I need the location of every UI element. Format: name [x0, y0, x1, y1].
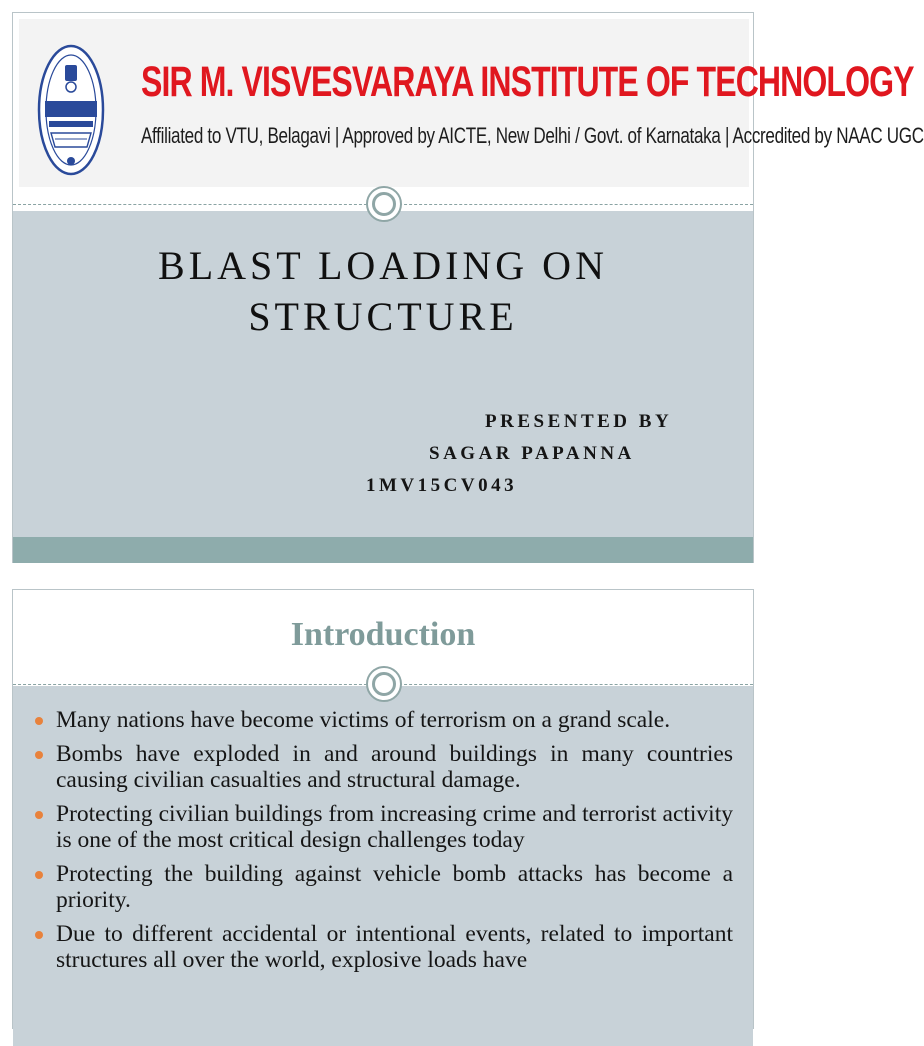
- ring-divider-icon: [366, 666, 402, 702]
- list-item: Protecting the building against vehicle bomb attacks has become a priority.: [33, 861, 733, 913]
- slide-heading: Introduction: [290, 616, 476, 653]
- institute-name: SIR M. VISVESVARAYA INSTITUTE OF TECHNOLOGY: [141, 58, 914, 106]
- ring-divider-icon: [366, 186, 402, 222]
- list-item: Bombs have exploded in and around buildings in many countries causing civilian casualties and structural damage.: [33, 741, 733, 793]
- institute-banner: [19, 19, 924, 187]
- title-slide: [12, 12, 924, 563]
- list-item: Due to different accidental or intentional events, related to important structures all over the world, explosive loads have: [33, 921, 733, 973]
- institute-affiliation: Affiliated to VTU, Belagavi | Approved by AICTE, New Delhi / Govt. of Karnataka | Accredited by NAAC UGC: [141, 123, 924, 148]
- presenter-usn: 1MV15CV043: [366, 475, 518, 496]
- slide-footer-bar: [13, 537, 753, 563]
- presentation-title-line2: STRUCTURE: [248, 294, 518, 339]
- title-area: [13, 211, 753, 537]
- list-item: Protecting civilian buildings from increasing crime and terrorist activity is one of the most critical design challenges today: [33, 801, 733, 853]
- presentation-title-line1: BLAST LOADING ON: [158, 243, 608, 288]
- presented-by-label: PRESENTED BY: [485, 411, 673, 432]
- institute-seal-logo: [37, 43, 105, 177]
- bullet-list: [33, 707, 733, 981]
- introduction-slide: [12, 589, 754, 1029]
- list-item: Many nations have become victims of terrorism on a grand scale.: [33, 707, 733, 733]
- presenter-name: SAGAR PAPANNA: [429, 443, 635, 464]
